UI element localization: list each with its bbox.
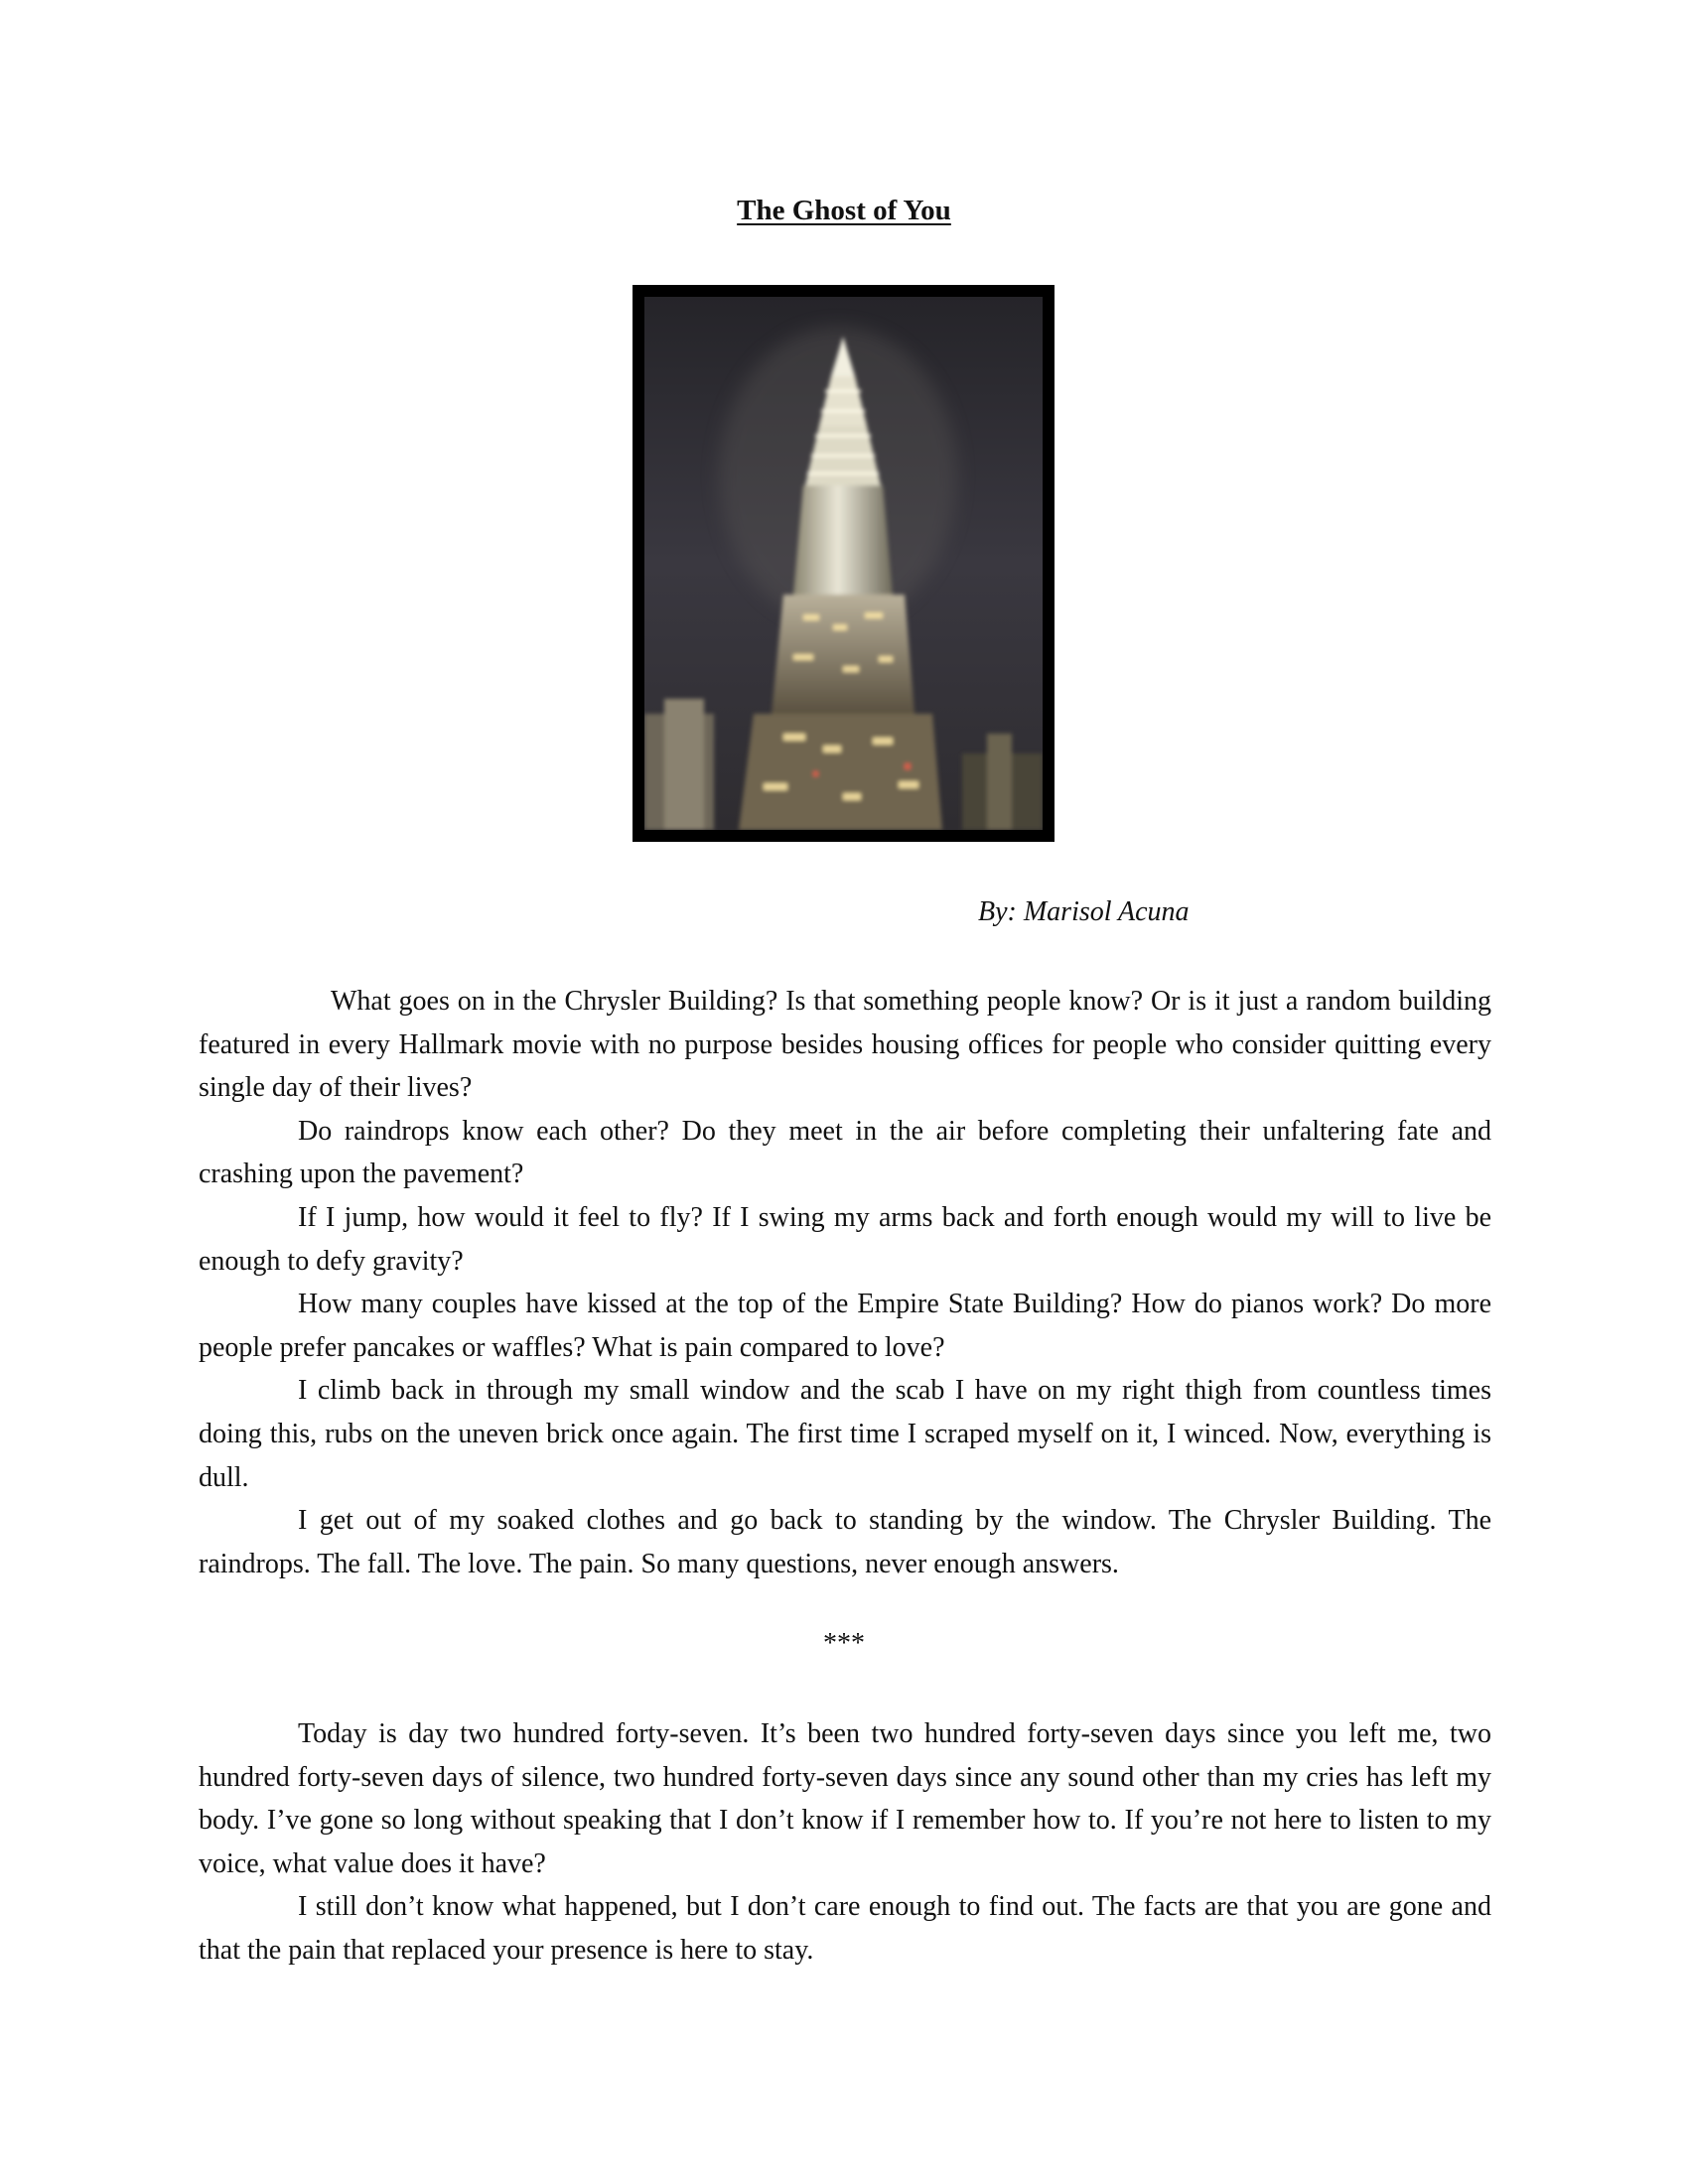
paragraph: How many couples have kissed at the top of the Empire State Building? How do pianos work? Do more people prefer pancakes or waffles? What is pain compared to love?	[199, 1289, 1491, 1363]
chrysler-building-photo	[633, 285, 1055, 842]
paragraph: Today is day two hundred forty-seven. It’s been two hundred forty-seven days since you left me, two hundred forty-seven days of silence, two hundred forty-seven days since any sound other than my cries has left my body. I’ve gone so long without speaking that I don’t know if I remember how to. If you’re not here to listen to my voice, what value does it have?	[199, 1718, 1491, 1879]
paragraph: I still don’t know what happened, but I don’t care enough to find out. The facts are that you are gone and that the pain that replaced your presence is here to stay.	[199, 1891, 1491, 1966]
author-byline: By: Marisol Acuna	[978, 896, 1190, 927]
paragraph: I climb back in through my small window and the scab I have on my right thigh from countless times doing this, rubs on the uneven brick once again. The first time I scraped myself on it, I winced. Now, everything is dull.	[199, 1375, 1491, 1493]
paragraph: I get out of my soaked clothes and go back to standing by the window. The Chrysler Building. The raindrops. The fall. The love. The pain. So many questions, never enough answers.	[199, 1505, 1491, 1579]
document-title: The Ghost of You	[737, 195, 951, 226]
paragraph: Do raindrops know each other? Do they meet in the air before completing their unfaltering fate and crashing upon the pavement?	[199, 1115, 1491, 1190]
paragraph: If I jump, how would it feel to fly? If I swing my arms back and forth enough would my will to live be enough to defy gravity?	[199, 1201, 1491, 1277]
story-section-1	[199, 980, 1491, 1585]
story-section-2	[199, 1712, 1491, 1973]
section-break: ***	[823, 1628, 865, 1659]
chrysler-building-image	[644, 297, 1043, 830]
paragraph: What goes on in the Chrysler Building? Is that something people know? Or is it just a random building featured in every Hallmark movie with no purpose besides housing offices for people who consider quitting every single day of their lives?	[199, 986, 1491, 1104]
